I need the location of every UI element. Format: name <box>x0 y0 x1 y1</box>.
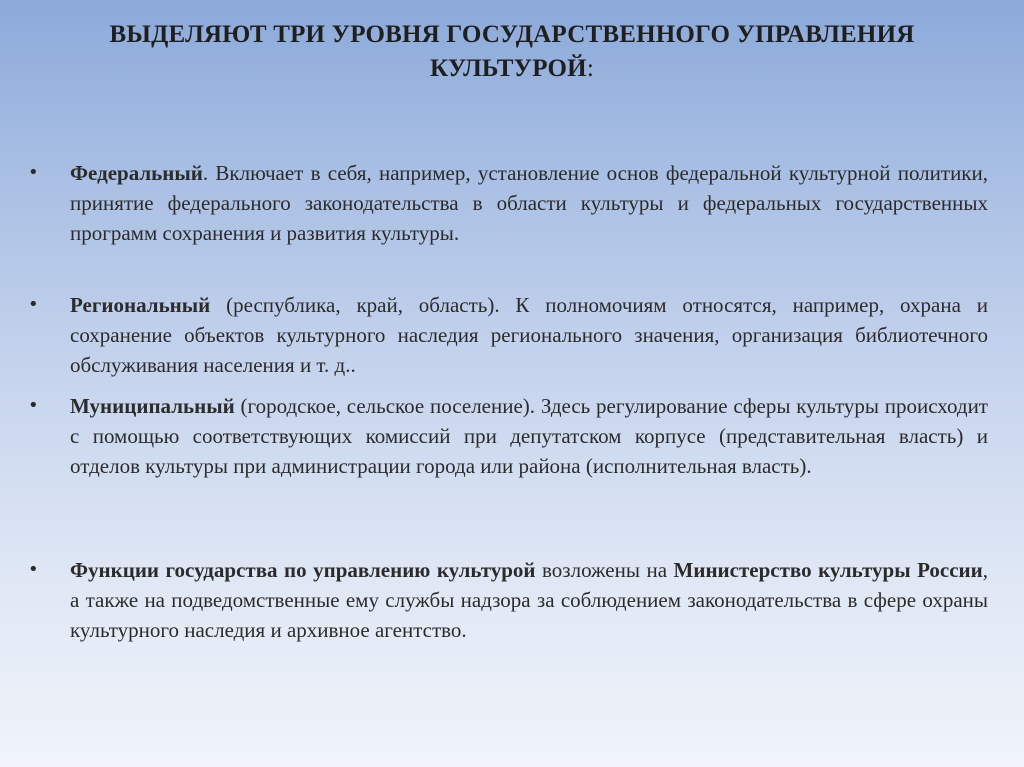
bullet-icon: • <box>28 294 39 315</box>
list-item-federal <box>28 158 988 248</box>
item-text: (республика, край, область). К полномочиям относятся, например, охрана и сохранение объектов культурного наследия регионального значения, организация библиотечного обслуживания населения и т. д.. <box>70 293 988 377</box>
item-term: Федеральный <box>70 161 203 185</box>
list-item-functions <box>28 555 988 645</box>
item-term: Муниципальный <box>70 394 235 418</box>
slide-title-text: ВЫДЕЛЯЮТ ТРИ УРОВНЯ ГОСУДАРСТВЕННОГО УПРАВЛЕНИЯ КУЛЬТУРОЙ <box>109 21 915 82</box>
item-term-ministry: Министерство культуры России <box>673 558 983 582</box>
item-term: Функции государства по управлению культурой <box>70 558 536 582</box>
item-text: . Включает в себя, например, установление основ федеральной культурной политики, принятие федерального законодательства в области культуры и федеральных государственных программ сохранения и развития культуры. <box>70 161 988 245</box>
item-text: , а также на подведомственные ему службы надзора за соблюдением законодательства в сфере охраны культурного наследия и архивное агентство. <box>70 558 988 642</box>
list-item-regional <box>28 290 988 380</box>
list-item-municipal <box>28 391 988 481</box>
item-text-middle: возложены на <box>535 558 674 582</box>
item-text: (городское, сельское поселение). Здесь регулирование сферы культуры происходит с помощью соответствующих комиссий при депутатском корпусе (представительная власть) и отделов культуры при администрации города или района (исполнительная власть). <box>70 394 988 478</box>
slide-title-colon: : <box>586 55 594 82</box>
bullet-icon: • <box>28 395 39 416</box>
bullet-icon: • <box>28 162 39 183</box>
bullet-icon: • <box>28 559 39 580</box>
item-term: Региональный <box>70 293 211 317</box>
slide-title <box>40 18 984 86</box>
